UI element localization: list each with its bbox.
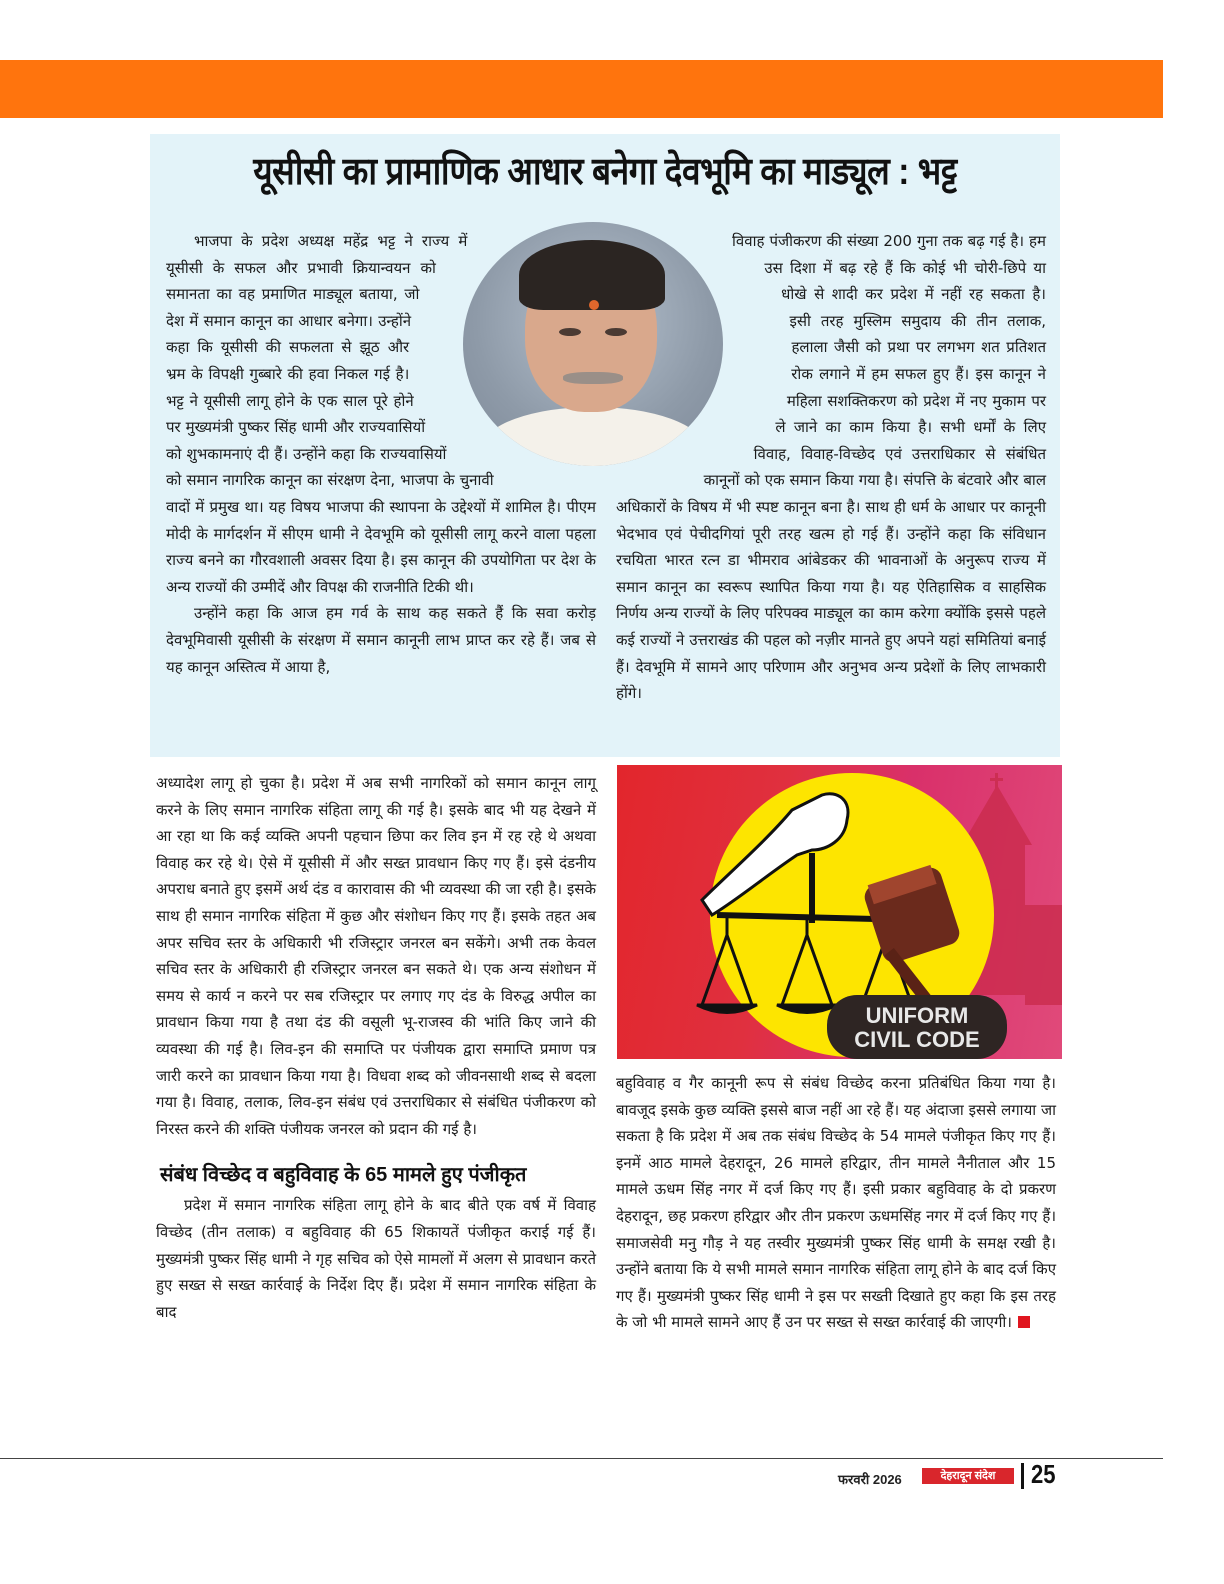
feature-paragraph-2: उन्होंने कहा कि आज हम गर्व के साथ कह सकते हैं कि सवा करोड़ देवभूमिवासी यूसीसी के संरक्षण में समान कानूनी लाभ प्राप्त कर रहे हैं। जब से यह कानून अस्तित्व में आया है,	[166, 604, 596, 676]
feature-column-left	[166, 228, 596, 680]
article-headline: यूसीसी का प्रामाणिक आधार बनेगा देवभूमि का माड्यूल : भट्ट	[253, 151, 957, 193]
feature-paragraph-3: विवाह पंजीकरण की संख्या 200 गुना तक बढ़ गई है। हम उस दिशा में बढ़ रहे हैं कि कोई भी चोरी-छिपे या धोखे से शादी कर प्रदेश में नहीं रह सकता है। इसी तरह मुस्लिम समुदाय की तीन तलाक, हलाला जैसी को प्रथा पर लगभग शत प्रतिशत रोक लगाने में हम सफल हुए हैं। इस कानून ने महिला सशक्तिकरण को प्रदेश में नए मुकाम पर ले जाने का काम किया है। सभी धर्मों के लिए विवाह, विवाह-विच्छेद एवं उत्तराधिकार से संबंधित कानूनों को एक समान किया गया है। संपत्ति के बंटवारे और बाल अधिकारों के विषय में भी स्पष्ट कानून बना है। साथ ही धर्म के आधार पर कानूनी भेदभाव एवं पेचीदगियां पूरी तरह खत्म हो गई हैं। उन्होंने कहा कि संविधान रचयिता भारत रत्न डा भीमराव आंबेडकर की भावनाओं के अनुरूप राज्य में समान कानून का स्वरूप स्थापित किया गया है। यह ऐतिहासिक व साहसिक निर्णय अन्य राज्यों के लिए परिपक्व माड्यूल का काम करेगा क्योंकि इससे पहले कई राज्यों ने उत्तराखंड की पहल को नज़ीर मानते हुए अपने यहां समितियां बनाई हैं। देवभूमि में सामने आए परिणाम और अनुभव अन्य प्रदेशों के लिए लाभकारी होंगे।	[616, 232, 1046, 703]
ucc-illustration	[617, 765, 1062, 1059]
ucc-caption-line2: CIVIL CODE	[854, 1027, 980, 1052]
end-mark-icon	[1018, 1316, 1030, 1328]
footer-rule	[0, 1458, 1163, 1459]
ucc-illustration-art	[617, 765, 1062, 1059]
ucc-caption-line1: UNIFORM	[865, 1003, 969, 1028]
publication-logo: देहरादून संदेश	[922, 1468, 1014, 1484]
body-paragraph: अध्यादेश लागू हो चुका है। प्रदेश में अब सभी नागरिकों को समान कानून लागू करने के लिए समान नागरिक संहिता लागू की गई है। इसके बाद भी यह देखने में आ रहा था कि कई व्यक्ति अपनी पहचान छिपा कर लिव इन में रह रहे थे अथवा विवाह कर रहे थे। ऐसे में यूसीसी में और सख्त प्रावधान किए गए हैं। इसे दंडनीय अपराध बनाते हुए इसमें अर्थ दंड व कारावास की भी व्यवस्था की जा रही है। इसके साथ ही समान नागरिक संहिता में कुछ और संशोधन किए गए हैं। इसके तहत अब अपर सचिव स्तर के अधिकारी भी रजिस्ट्रार जनरल बन सकेंगे। अभी तक केवल सचिव स्तर के अधिकारी ही रजिस्ट्रार जनरल बन सकते थे। एक अन्य संशोधन में समय से कार्य न करने पर सब रजिस्ट्रार पर लगाए गए दंड के विरुद्ध अपील का प्रावधान किया गया है तथा दंड की वसूली भू-राजस्व की भांति किए जाने की व्यवस्था की गई है। लिव-इन की समाप्ति पर पंजीयक द्वारा समाप्ति प्रमाण पत्र जारी करने का प्रावधान किया गया है। विधवा शब्द को जीवनसाथी शब्द से बदला गया है। विवाह, तलाक, लिव-इन संबंध एवं उत्तराधिकार से संबंधित पंजीकरण को निरस्त करने की शक्ति पंजीयक जनरल को प्रदान की गई है।	[156, 774, 596, 1138]
article-column-left	[156, 770, 596, 1325]
footer-date: फरवरी 2026	[838, 1472, 902, 1487]
header-color-band	[0, 60, 1163, 118]
footer-divider	[1021, 1463, 1024, 1489]
body-paragraph: प्रदेश में समान नागरिक संहिता लागू होने के बाद बीते एक वर्ष में विवाह विच्छेद (तीन तलाक) व बहुविवाह की 65 शिकायतें पंजीकृत कराई गई हैं। मुख्यमंत्री पुष्कर सिंह धामी ने गृह सचिव को ऐसे मामलों में अलग से प्रावधान करते हुए सख्त से सख्त कार्रवाई के निर्देश दिए हैं। प्रदेश में समान नागरिक संहिता के बाद	[156, 1196, 596, 1321]
feature-paragraph-1: भाजपा के प्रदेश अध्यक्ष महेंद्र भट्ट ने राज्य में यूसीसी के सफल और प्रभावी क्रियान्वयन को समानता का वह प्रमाणित माड्यूल बताया, जो देश में समान कानून का आधार बनेगा। उन्होंने कहा कि यूसीसी की सफलता से झूठ और भ्रम के विपक्षी गुब्बारे की हवा निकल गई है। भट्ट ने यूसीसी लागू होने के एक साल पूरे होने पर मुख्यमंत्री पुष्कर सिंह धामी और राज्यवासियों को शुभकामनाएं दी हैं। उन्होंने कहा कि राज्यवासियों को समान नागरिक कानून का संरक्षण देना, भाजपा के चुनावी वादों में प्रमुख था। यह विषय भाजपा की स्थापना के उद्देश्यों में शामिल है। पीएम मोदी के मार्गदर्शन में सीएम धामी ने देवभूमि को यूसीसी लागू करने वाला पहला राज्य बनने का गौरवशाली अवसर दिया है। इस कानून की उपयोगिता पर देश के अन्य राज्यों की उम्मीदें और विपक्ष की राजनीति टिकी थी।	[166, 232, 596, 596]
article-column-right	[616, 1070, 1056, 1336]
feature-column-right	[616, 228, 1046, 707]
page-number: 25	[1031, 1459, 1056, 1489]
body-paragraph	[616, 1070, 1056, 1336]
section-subheading: संबंध विच्छेद व बहुविवाह के 65 मामले हुए पंजीकृत	[160, 1164, 527, 1187]
body-paragraph-text: बहुविवाह व गैर कानूनी रूप से संबंध विच्छेद करना प्रतिबंधित किया गया है। बावजूद इसके कुछ व्यक्ति इससे बाज नहीं आ रहे हैं। यह अंदाजा इससे लगाया जा सकता है कि प्रदेश में अब तक संबंध विच्छेद के 54 मामले पंजीकृत किए गए हैं। इनमें आठ मामले देहरादून, 26 मामले हरिद्वार, तीन मामले नैनीताल और 15 मामले ऊधम सिंह नगर में दर्ज किए गए हैं। इसी प्रकार बहुविवाह के दो प्रकरण देहरादून, छह प्रकरण हरिद्वार और तीन प्रकरण ऊधमसिंह नगर में दर्ज किए गए हैं। समाजसेवी मनु गौड़ ने यह तस्वीर मुख्यमंत्री पुष्कर सिंह धामी के समक्ष रखी है। उन्होंने बताया कि ये सभी मामले समान नागरिक संहिता लागू होने के बाद दर्ज किए गए हैं। मुख्यमंत्री पुष्कर सिंह धामी ने इस पर सख्ती दिखाते हुए कहा कि इस तरह के जो भी मामले सामने आए हैं उन पर सख्त से सख्त कार्रवाई की जाएगी।	[616, 1074, 1056, 1332]
